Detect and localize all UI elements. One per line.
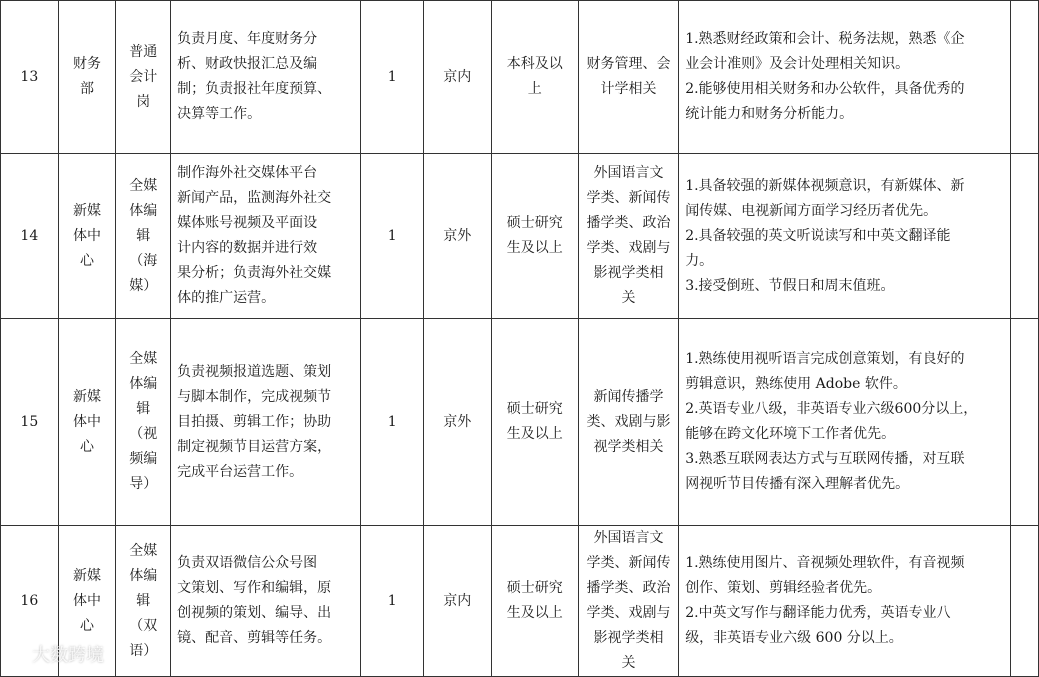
table-row	[1, 154, 1039, 319]
cell-duty-line: 制；负责报社年度预算、	[177, 81, 332, 97]
cell-major	[578, 154, 678, 319]
cell-major-line: 影视学类相	[593, 265, 664, 281]
cell-major-line: 播学类、政治	[586, 580, 671, 596]
cell-major-line: 学类、戏剧与	[586, 240, 671, 256]
cell-remarks	[1011, 154, 1039, 319]
cell-education-line: 生及以上	[506, 605, 563, 621]
watermark	[8, 641, 104, 667]
cell-duty-line: 镜、配音、剪辑等任务。	[177, 630, 332, 646]
cell-requirements-line: 3.接受倒班、节假日和周末值班。	[685, 277, 895, 294]
cell-position-line: 导）	[129, 476, 158, 492]
cell-department	[58, 319, 116, 526]
cell-location: 京内	[424, 1, 492, 154]
cell-requirements-line: 1.熟练使用视听语言完成创意策划，有良好的	[685, 351, 965, 367]
cell-department-line: 心	[80, 438, 94, 455]
cell-education-line: 生及以上	[506, 240, 563, 256]
cell-requirements-line: 力。	[685, 252, 714, 269]
cell-duty	[171, 319, 361, 526]
cell-duty-line: 决算等工作。	[177, 106, 262, 122]
cell-duty-line: 目拍摄、剪辑工作；协助	[177, 413, 332, 430]
cell-duty-line: 文策划、写作和编辑，原	[177, 580, 332, 596]
cell-duty-line: 负责双语微信公众号图	[177, 555, 318, 571]
cell-count: 1	[361, 154, 424, 319]
cell-education	[491, 154, 578, 319]
cell-requirements	[679, 154, 1011, 319]
cell-requirements-line: 业会计准则》及会计处理相关知识。	[685, 56, 910, 72]
cell-department	[58, 1, 116, 154]
cell-requirements-line: 2.能够使用相关财务和办公软件，具备优秀的	[685, 81, 965, 97]
cell-requirements	[679, 1, 1011, 154]
cell-education-line: 硕士研究	[506, 215, 563, 231]
cell-duty-line: 媒体账号视频及平面设	[177, 215, 318, 231]
cell-department-line: 心	[80, 617, 94, 634]
cell-department-line: 财务	[73, 56, 101, 72]
cell-education	[491, 1, 578, 154]
cell-major-line: 财务管理、会	[586, 56, 671, 72]
cell-requirements	[679, 526, 1011, 677]
cell-duty-line: 制作海外社交媒体平台	[177, 165, 318, 181]
cell-number: 16	[1, 526, 59, 677]
cell-education	[491, 526, 578, 677]
cell-duty	[171, 154, 361, 319]
cell-requirements-line: 1.熟悉财经政策和会计、税务法规，熟悉《企	[685, 31, 965, 47]
cell-duty-line: 体的推广运营。	[177, 290, 276, 306]
cell-position-line: 辑（海	[129, 227, 158, 269]
cell-position	[116, 319, 171, 526]
cell-department-line: 新媒	[73, 202, 101, 219]
cell-major-line: 类、戏剧与影	[586, 413, 671, 430]
cell-location: 京外	[424, 319, 492, 526]
cell-position-line: 体编	[129, 567, 158, 584]
cell-major	[578, 526, 678, 677]
cell-requirements-line: 统计能力和财务分析能力。	[685, 106, 854, 122]
cell-duty-line: 析、财政快报汇总及编	[177, 56, 318, 72]
cell-position-line: 辑（视	[129, 401, 158, 442]
cell-major-line: 学类、新闻传	[586, 555, 671, 571]
cell-duty-line: 果分析；负责海外社交媒	[177, 265, 332, 281]
cell-position-line: 全媒	[129, 542, 158, 559]
cell-number: 13	[1, 1, 59, 154]
cell-requirements	[679, 319, 1011, 526]
cell-position-line: 会计	[129, 68, 158, 85]
cell-education-line: 硕士研究	[506, 580, 563, 596]
cell-number: 15	[1, 319, 59, 526]
table-row	[1, 319, 1039, 526]
cell-major-line: 计学相关	[600, 81, 657, 97]
cell-position-line: 全媒	[129, 351, 158, 367]
cell-department-line: 新媒	[73, 388, 101, 405]
cell-requirements-line: 闻传媒、电视新闻方面学习经历者优先。	[685, 202, 938, 219]
chat-bubble-icon	[8, 645, 28, 663]
cell-duty	[171, 1, 361, 154]
cell-requirements-line: 网视听节目传播有深入理解者优先。	[685, 476, 910, 492]
cell-position-line: 普通	[129, 43, 158, 60]
cell-department	[58, 154, 116, 319]
cell-requirements-line: 剪辑意识，熟练使用 Adobe 软件。	[685, 376, 907, 392]
cell-department-line: 体中	[73, 592, 101, 609]
cell-requirements-line: 创作、策划、剪辑经验者优先。	[685, 580, 882, 596]
cell-major-line: 新闻传播学	[593, 388, 664, 405]
cell-major	[578, 319, 678, 526]
cell-duty-line: 负责月度、年度财务分	[177, 31, 318, 47]
cell-department-line: 部	[80, 81, 94, 97]
cell-count: 1	[361, 1, 424, 154]
cell-department-line: 新媒	[73, 567, 101, 584]
table-row	[1, 526, 1039, 677]
cell-department-line: 心	[80, 252, 94, 269]
cell-duty-line: 创视频的策划、编导、出	[177, 605, 332, 621]
cell-position-line: 语）	[129, 642, 158, 659]
cell-requirements-line: 级，非英语专业六级 600 分以上。	[685, 630, 903, 646]
cell-major-line: 关	[621, 290, 636, 306]
cell-requirements-line: 1.熟练使用图片、音视频处理软件，有音视频	[685, 555, 965, 571]
cell-position-line: 媒）	[129, 277, 158, 294]
cell-education-line: 本科及以	[506, 56, 563, 72]
cell-count: 1	[361, 319, 424, 526]
cell-major-line: 外国语言文	[593, 530, 664, 546]
cell-requirements-line: 能够在跨文化环境下工作者优先。	[685, 426, 896, 442]
cell-major-line: 播学类、政治	[586, 215, 671, 231]
cell-position	[116, 1, 171, 154]
cell-duty-line: 与脚本制作，完成视频节	[177, 388, 332, 405]
cell-count: 1	[361, 526, 424, 677]
cell-education	[491, 319, 578, 526]
cell-requirements-line: 2.具备较强的英文听说读写和中英文翻译能	[685, 227, 951, 244]
cell-location: 京外	[424, 154, 492, 319]
cell-requirements-line: 2.英语专业八级，非英语专业六级600分以上，	[685, 401, 978, 417]
cell-requirements-line: 1.具备较强的新媒体视频意识，有新媒体、新	[685, 177, 965, 194]
cell-major-line: 学类、戏剧与	[586, 605, 671, 621]
cell-duty-line: 完成平台运营工作。	[177, 463, 304, 480]
cell-number: 14	[1, 154, 59, 319]
cell-position-line: 全媒	[129, 177, 158, 194]
cell-remarks	[1011, 526, 1039, 677]
cell-position-line: 体编	[129, 376, 158, 392]
cell-education-line: 硕士研究	[506, 401, 563, 417]
cell-education-line: 生及以上	[506, 426, 563, 442]
cell-remarks	[1011, 1, 1039, 154]
cell-requirements-line: 2.中英文写作与翻译能力优秀，英语专业八	[685, 605, 951, 621]
cell-position	[116, 154, 171, 319]
cell-location: 京内	[424, 526, 492, 677]
cell-requirements-line: 3.熟悉互联网表达方式与互联网传播，对互联	[685, 451, 965, 467]
cell-department-line: 体中	[73, 413, 101, 430]
cell-major	[578, 1, 678, 154]
cell-duty-line: 计内容的数据并进行效	[177, 240, 318, 256]
cell-remarks	[1011, 319, 1039, 526]
cell-position-line: 岗	[136, 93, 151, 110]
cell-major-line: 学类、新闻传	[586, 190, 671, 206]
cell-major-line: 影视学类相	[593, 630, 664, 646]
table-row	[1, 1, 1039, 154]
cell-duty	[171, 526, 361, 677]
cell-position	[116, 526, 171, 677]
cell-position-line: 辑（双	[129, 592, 158, 634]
cell-major-line: 关	[621, 655, 636, 671]
cell-major-line: 外国语言文	[593, 165, 664, 181]
cell-education-line: 上	[527, 81, 542, 97]
watermark-text: 大数跨境	[32, 645, 104, 666]
cell-major-line: 视学类相关	[593, 438, 664, 455]
cell-position-line: 体编	[129, 202, 158, 219]
cell-position-line: 频编	[129, 451, 158, 467]
cell-duty-line: 制定视频节目运营方案，	[177, 438, 332, 455]
cell-department-line: 体中	[73, 227, 101, 244]
cell-duty-line: 新闻产品，监测海外社交	[177, 190, 332, 206]
cell-duty-line: 负责视频报道选题、策划	[177, 363, 332, 380]
